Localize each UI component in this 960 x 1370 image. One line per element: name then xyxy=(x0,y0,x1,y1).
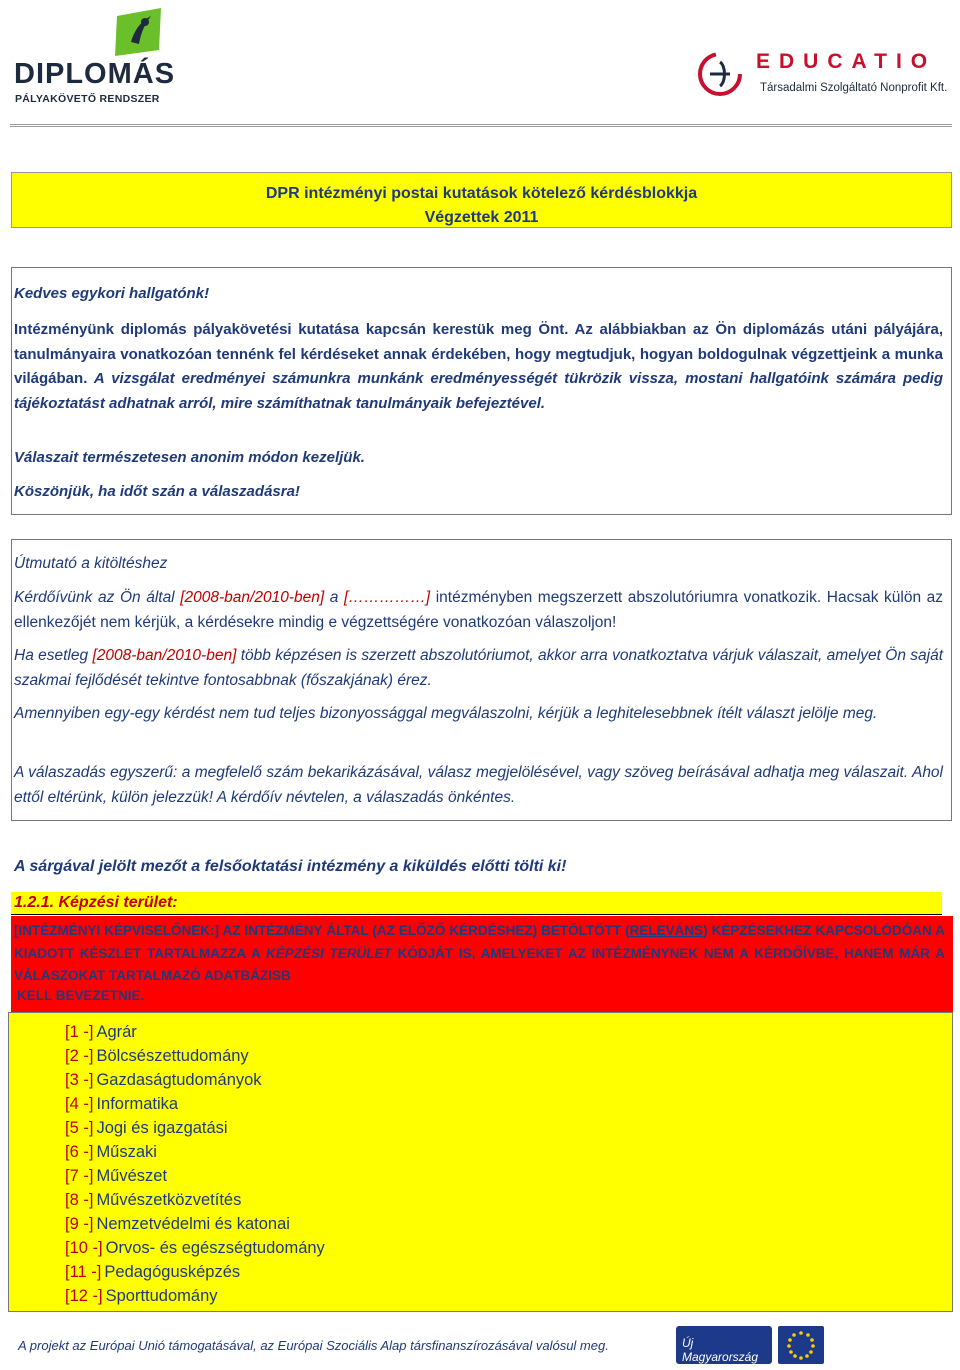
answer-option[interactable] xyxy=(65,1167,167,1186)
title-line-1: DPR intézményi postai kutatások kötelező kérdésblokkja xyxy=(265,185,698,202)
intro-paragraph-part-2: A vizsgálat eredményei számunkra munkánk eredményességét tükrözik vissza, mostani hallgatóink számára pedig tájékoztatást adhatnak arról, mire számíthatnak tanulmányaik befejeztével. xyxy=(14,370,943,412)
option-label: Informatika xyxy=(96,1095,179,1113)
intro-paragraph-part-1: Intézményünk diplomás pályakövetési kutatása kapcsán kerestük meg Önt. Az alábbiakban az Ön diplomázás utáni pályájára, tanulmányaira vonatkozóan tennénk fel kérdéseket annak érdekében, hogy megtudjuk, hogyan boldogulnak végzettjeink a munka világában. xyxy=(14,321,943,387)
guide-p2-year-placeholder: [2008-ban/2010-ben] xyxy=(92,647,237,664)
option-label: Gazdaságtudományok xyxy=(96,1071,262,1089)
option-label: Orvos- és egészségtudomány xyxy=(105,1239,325,1257)
option-code: [9 -] xyxy=(65,1215,94,1233)
option-label: Bölcsészettudomány xyxy=(96,1047,249,1065)
title-line-2: Végzettek 2011 xyxy=(424,209,539,226)
guide-paragraph-2 xyxy=(14,644,943,693)
intro-paragraph xyxy=(14,318,943,416)
option-label: Művészet xyxy=(96,1167,168,1185)
answer-option[interactable] xyxy=(65,1263,240,1282)
educatio-logo-name: EDUCATIO xyxy=(756,50,937,73)
question-title: 1.2.1. Képzési terület: xyxy=(14,894,178,911)
header-divider xyxy=(10,124,952,127)
option-code: [11 -] xyxy=(65,1263,102,1281)
instruction-text-a: [INTÉZMÉNYI KÉPVISELŐNEK:] AZ INTÉZMÉNY ÁLTAL (AZ ELŐZŐ KÉRDÉSHEZ) BETÖLTÖTT ( xyxy=(14,923,630,938)
guide-paragraph-1 xyxy=(14,586,943,635)
yellow-field-note: A sárgával jelölt mezőt a felsőoktatási intézmény a kiküldés előtti tölti ki! xyxy=(14,858,567,875)
guide-p1-institution-placeholder: [……………] xyxy=(343,589,431,606)
option-code: [10 -] xyxy=(65,1239,103,1257)
guide-heading: Útmutató a kitöltéshez xyxy=(14,555,168,572)
answer-option[interactable] xyxy=(65,1119,228,1138)
option-code: [2 -] xyxy=(65,1047,94,1065)
option-code: [4 -] xyxy=(65,1095,94,1113)
educatio-logo xyxy=(696,48,952,100)
uj-magyarorszag-logo-text: Új Magyarország xyxy=(682,1336,759,1364)
diplomas-logo xyxy=(14,6,184,105)
option-code: [3 -] xyxy=(65,1071,94,1089)
educatio-logo-subtitle: Társadalmi Szolgáltató Nonprofit Kft. xyxy=(760,82,948,94)
answer-option[interactable] xyxy=(65,1023,137,1042)
answer-option[interactable] xyxy=(65,1047,249,1066)
intro-box xyxy=(11,267,952,515)
institution-instruction-box xyxy=(11,916,953,1012)
guide-paragraph-3: Amennyiben egy-egy kérdést nem tud teljes bizonyossággal megválaszolni, kérjük a leghitelesebbnek ítélt választ jelölje meg. xyxy=(14,705,878,722)
answer-option[interactable] xyxy=(65,1071,262,1090)
eu-flag-logo xyxy=(778,1326,824,1364)
option-label: Pedagógusképzés xyxy=(104,1263,241,1281)
instruction-relevant: RELEVÁNS xyxy=(629,923,704,938)
option-label: Műszaki xyxy=(96,1143,157,1161)
option-label: Művészetközvetítés xyxy=(96,1191,242,1209)
question-title-bar xyxy=(11,892,942,915)
eu-stars-icon xyxy=(778,1326,824,1364)
guide-p1-text-b: a xyxy=(329,589,339,606)
guide-p2-text-a: Ha esetleg xyxy=(14,647,89,664)
option-code: [6 -] xyxy=(65,1143,94,1161)
option-label: Sporttudomány xyxy=(105,1287,218,1305)
answer-option[interactable] xyxy=(65,1095,178,1114)
guide-box xyxy=(11,539,952,821)
option-code: [7 -] xyxy=(65,1167,94,1185)
option-label: Nemzetvédelmi és katonai xyxy=(96,1215,290,1233)
guide-p1-text-a: Kérdőívünk az Ön által xyxy=(14,589,175,606)
option-code: [5 -] xyxy=(65,1119,94,1137)
option-label: Agrár xyxy=(96,1023,137,1041)
institution-instruction xyxy=(14,920,945,988)
instruction-text-b: ) KÉPZÉSEKHEZ KAPCSOLÓDÓAN A KIADOTT KÉSZLET TARTALMAZZA A xyxy=(14,923,945,961)
instruction-text-c: KÓDJÁT IS, AMELYEKET AZ INTÉZMÉNYNEK NEM A KÉRDŐÍVBE, HANEM MÁR A VÁLASZOKAT TARTALMAZÓ ADATBÁZISB xyxy=(14,945,946,983)
diplomas-logo-icon xyxy=(111,6,167,58)
guide-p1-text-c: intézményben megszerzett abszolutóriumra vonatkozik. Hacsak külön az ellenkezőjét nem kérjük, a kérdésekre mindig e végzettségére vonatkozóan válaszoljon! xyxy=(14,589,944,631)
answer-option[interactable] xyxy=(65,1239,325,1258)
intro-greeting: Kedves egykori hallgatónk! xyxy=(14,285,210,302)
answer-option[interactable] xyxy=(65,1191,241,1210)
option-label: Jogi és igazgatási xyxy=(96,1119,228,1137)
uj-magyarorszag-logo xyxy=(676,1326,772,1364)
option-code: [8 -] xyxy=(65,1191,94,1209)
title-box xyxy=(11,172,952,228)
instruction-last-line: KELL BEVEZETNIE. xyxy=(17,988,145,1003)
guide-p1-year-placeholder: [2008-ban/2010-ben] xyxy=(180,589,325,606)
diplomas-logo-subtitle: PÁLYAKÖVETŐ RENDSZER xyxy=(15,93,160,105)
educatio-logo-icon xyxy=(696,48,748,100)
answer-options-box xyxy=(8,1012,953,1312)
option-code: [12 -] xyxy=(65,1287,103,1305)
answer-option[interactable] xyxy=(65,1215,290,1234)
guide-p2-text-b: több képzésen is szerzett abszolutóriumot, akkor arra vonatkoztatva várjuk válaszait, amelyet Ön saját szakmai fejlődését tekintve fontosabbnak (főszakjának) érez. xyxy=(14,647,944,689)
guide-paragraph-4: A válaszadás egyszerű: a megfelelő szám bekarikázásával, válasz megjelölésével, vagy szöveg beírásával adhatja meg válaszait. Ahol ettől eltérünk, külön jelezzük! A kérdőív névtelen, a válaszadás önkéntes. xyxy=(14,764,943,806)
intro-thanks: Köszönjük, ha időt szán a válaszadásra! xyxy=(14,483,300,500)
footer-funding-note: A projekt az Európai Unió támogatásával, az Európai Szociális Alap társfinanszírozásával valósul meg. xyxy=(18,1338,609,1353)
answer-option[interactable] xyxy=(65,1143,157,1162)
option-code: [1 -] xyxy=(65,1023,94,1041)
instruction-field-name: KÉPZÉSI TERÜLET xyxy=(266,945,392,961)
answer-option[interactable] xyxy=(65,1287,218,1306)
diplomas-logo-name: DIPLOMÁS xyxy=(14,58,176,90)
intro-anonymity-note: Válaszait természetesen anonim módon kezeljük. xyxy=(14,449,365,466)
